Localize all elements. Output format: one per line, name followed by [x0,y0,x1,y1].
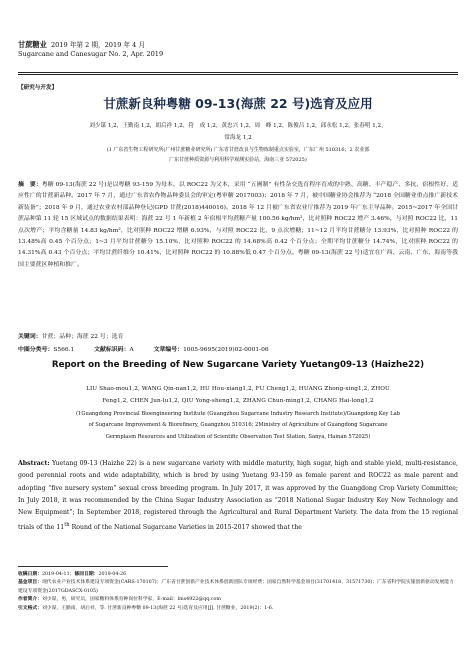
keywords-cn [18,331,124,340]
authors-cn-line-2: 常海龙 1,2 [224,135,252,141]
fund-label: 基金项目： [18,580,42,586]
affiliation-cn-line-1: (1 广东省生物工程研究所(广州甘蔗糖业研究所) 广东省甘蔗改良与生物炼制重点实验室，广东广州 510316；2 农业部 [106,147,370,153]
author-bio-label: 作者简介： [18,597,42,603]
citation-label: 引文格式： [18,605,42,611]
received-date: 2019-04-11； [42,572,75,577]
affiliation-en [28,409,448,443]
author-bio-text: 刘少谋，男，研究员，国家糖料体系育种岗位科学家，E-mail：lms4922@qq.com [42,597,221,603]
abstract-en-text: Yuetang 09-13 (Haizhe 22) is a new sugarcane variety with middle maturity, high sugar, high and stable yield, multi-resistance, good perennial roots and wide adaptability, which is bred by using Yuetang 93-159 as female parent and ROC22 as male parent and adopting “five nursery system” sexual cross breeding program. In July 2017, it was approved by the Guangdong Crop Variety Committee; In July 2018, it was recommended by the China Sugar Industry Association as “2018 National Sugar Industry Key New Technology and New Equipment”; In September 2018, registered through the Agricultural and Rural Department Variety. The data from the 15 regional trials of the 11 [18,460,459,532]
authors-en [30,383,446,407]
citation-text: 刘少谋，王勤南，胡后祥，等. 甘蔗新良种粤糖 09-13(海蔗 22 号)选育及应用[J]. 甘蔗糖业，2019(2)：1-6. [42,605,274,611]
journal-header [18,40,163,59]
doc-code-value: A [129,347,134,353]
journal-name-cn: 甘蔗糖业 [18,40,47,49]
abstract-cn [18,180,458,271]
authors-en-line-1: LIU Shao-mou1,2, WANG Qin-nan1,2, HU Hou-xiang1,2, FU Cheng1,2, HUANG Zhong-xing1,2, ZHOU [86,386,390,392]
footnote-author [18,596,454,604]
affiliation-cn [40,146,436,165]
affiliation-en-line-3: Germplasm Resources and Utilization of Scientific Observation Test Station, Sanya, Hainan 572025) [105,433,371,440]
section-tag: 【研究与开发】 [18,85,58,91]
affiliation-cn-line-2: 广东甘蔗种质资源与利用科学观测实验站，海南三亚 572025) [169,156,307,163]
authors-cn-line-1: 刘少谋 1,2，王勤南 1,2，胡后祥 1,2，符 成 1,2，黄忠兴 1,2，周 峰 1,2，陈俊吕 1,2，邱永松 1,2，张春明 1,2， [89,123,387,129]
footnote-citation [18,605,454,613]
footnote-rule [18,566,168,567]
revised-date: 2019-04-26 [98,572,127,577]
abstract-en [18,458,458,535]
footnote-dates [18,571,454,579]
clc-label: 中图分类号： [18,347,54,353]
keywords-cn-text: 甘蔗；品种；海蔗 22 号；选育 [41,334,124,340]
clc-value: S566.1 [53,347,75,353]
received-label: 收稿日期： [18,572,42,577]
abstract-en-text-end: Round of the National Sugarcane Varieties in 2015-2017 showed that the [69,524,302,532]
keywords-cn-label: 关键词： [18,334,42,340]
revised-label: 修回日期： [74,572,99,577]
journal-name-en: Sugarcane and Canesugar No. 2, Apr. 2019 [18,50,164,58]
footnotes [18,571,454,613]
footnote-fund [18,579,454,596]
abstract-cn-text: 粤糖 09-13(海蔗 22 号)是以粤糖 93-159 为母本、以 ROC22 为父本，采用 “五圃制” 有性杂交选育程序育成的中熟、高糖、丰产稳产、多抗、宿根性好、适应性广的甘蔗新品种。2017 年 7 月，通过广东省农作物品种委员会的审定(粤审糖 2017003)；2018 年 7 月，被中国糖业协会推荐为 “2018 全国糖业重点推广新技术新装备”；2018 年 9 月，通过农业农村部品种登记(GPD 甘蔗(2018)440016)。2018 年 12 月被广东省农业厅推荐为 2019 年广东主导品种。2015~2017 年全国甘蔗品种第 11 轮 15 区域试点的数据结果表明：海蔗 22 号 1 年新植 2 年宿根平均蔗糖产量 100.56 kg/hm²，比对照种 ROC22 增产 3.46%，与对照 ROC22 比，11 点次增产；平均含糖量 14.83 kg/hm²，比对照种 ROC22 增糖 6.93%，与对照 ROC22 比，9 点次增糖；11~12 月平均甘蔗糖分 13.93%，比对照种 ROC22 的 13.48%高 0.45 个百分点；1~3 月平均甘蔗糖分 15.10%，比对照种 ROC22 的 14.68%高 0.42 个百分点；全期平均甘蔗糖分 14.74%，比对照种 ROC22 的 14.31%高 0.43 个百分点；平均甘蔗纤维分 10.41%，比对照种 ROC22 的 10.88%低 0.47 个百分点。粤糖 09-13(海蔗 22 号)适宜在广西、云南、广东、海南等我国主要蔗区种植和推广。 [18,182,459,268]
journal-issue-cn: 2019 年第 2 期，2019 年 4 月 [50,41,146,49]
affiliation-en-line-2: of Sugarcane Improvement & Biorefinery, Guangzhou 510316; 2Ministry of Agriculture of Guangdong Sugarcane [88,422,388,429]
header-rule-thin [18,74,458,75]
header-rule [18,72,458,73]
abstract-cn-label: 摘 要： [18,182,42,188]
abstract-en-superscript: th [64,522,70,529]
article-number-value: 1005-9695(2019)02-0001-06 [183,347,269,353]
fund-text: 现代农业产业技术体系建设专项资金(CARS-170107)；广东省甘蔗创新产业技术体系创新团队专项经费；国家自然科学基金项目(31701418、31571730)；广东省科学院实施创新驱动发展能力建设专项资金(2017GDASCX-0105) [18,580,454,594]
doc-code-label: 文献标识码： [94,347,130,353]
authors-cn [26,120,450,144]
title-en: Report on the Breeding of New Sugarcane Variety Yuetang09-13 (Haizhe22) [51,360,425,370]
classification-cn [18,344,285,353]
article-number-label: 文章编号： [153,347,184,353]
authors-en-line-2: Feng1,2, CHEN Jun-lu1,2, QIU Yong-sheng1,2, ZHANG Chun-ming1,2, CHANG Hai-long1,2 [102,398,374,404]
affiliation-en-line-1: (1Guangdong Provincial Bioengineering Institute (Guangzhou Sugarcane Industry Research Institute)/Guangdong Key Lab [76,411,400,417]
abstract-en-label: Abstract: [18,460,50,467]
title-cn: 甘蔗新良种粤糖 09-13(海蔗 22 号)选育及应用 [103,96,373,111]
